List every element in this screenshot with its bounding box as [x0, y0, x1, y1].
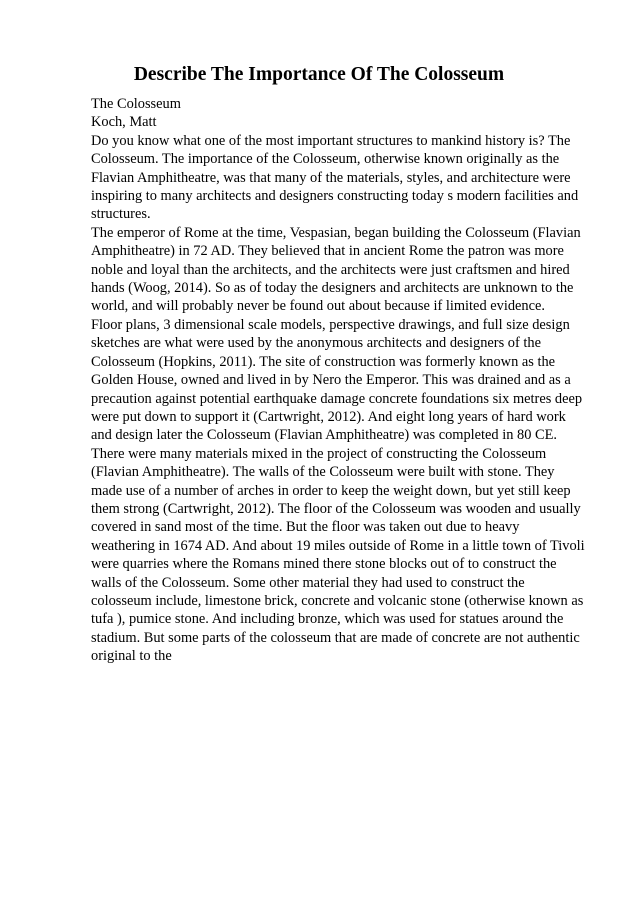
text-line: The Colosseum: [91, 96, 181, 112]
text-line: made use of a number of arches in order to keep the weight down, but yet still keep: [91, 482, 571, 499]
text-line: inspiring to many architects and designers constructing today s modern facilities and: [91, 188, 579, 205]
text-line: world, and will probably never be found out about because if limited evidence.: [91, 298, 545, 315]
text-line: hands (Woog, 2014). So as of today the designers and architects are unknown to the: [91, 280, 574, 297]
text-line: precaution against potential earthquake damage concrete foundations six metres deep: [91, 390, 583, 407]
text-line: original to the: [91, 648, 172, 665]
text-line: The emperor of Rome at the time, Vespasian, began building the Colosseum (Flavian: [91, 224, 581, 241]
text-line: them strong (Cartwright, 2012). The floor of the Colosseum was wooden and usually: [91, 500, 581, 517]
text-line: (Flavian Amphitheatre). The walls of the Colosseum were built with stone. They: [91, 464, 555, 481]
text-line: Golden House, owned and lived in by Nero the Emperor. This was drained and as a: [91, 372, 571, 389]
text-line: Flavian Amphitheatre, was that many of the materials, styles, and architecture were: [91, 169, 571, 186]
document-body: [91, 95, 585, 666]
text-line: colosseum include, limestone brick, concrete and volcanic stone (otherwise known as: [91, 592, 584, 609]
text-line: were quarries where the Romans mined there stone blocks out of to construct the: [91, 556, 557, 573]
text-line: stadium. But some parts of the colosseum that are made of concrete are not authentic: [91, 629, 580, 646]
text-line: Floor plans, 3 dimensional scale models, perspective drawings, and full size design: [91, 316, 570, 333]
text-line: sketches are what were used by the anonymous architects and designers of the: [91, 335, 541, 352]
text-line: noble and loyal than the architects, and the architects were just craftsmen and hired: [91, 261, 570, 278]
text-line: walls of the Colosseum. Some other material they had used to construct the: [91, 574, 525, 591]
text-line: There were many materials mixed in the project of constructing the Colosseum: [91, 445, 547, 462]
text-line: Colosseum (Hopkins, 2011). The site of construction was formerly known as the: [91, 353, 556, 370]
text-line: Colosseum. The importance of the Colosseum, otherwise known originally as the: [91, 151, 560, 168]
document-title: Describe The Importance Of The Colosseum: [133, 64, 505, 85]
text-line: Amphitheatre) in 72 AD. They believed that in ancient Rome the patron was more: [91, 243, 564, 260]
text-line: weathering in 1674 AD. And about 19 miles outside of Rome in a little town of Tivoli: [91, 537, 585, 554]
text-line: structures.: [91, 206, 151, 223]
text-line: Koch, Matt: [91, 114, 157, 131]
text-line: tufa ), pumice stone. And including bronze, which was used for statues around the: [91, 611, 564, 628]
text-line: covered in sand most of the time. But the floor was taken out due to heavy: [91, 519, 520, 536]
text-line: Do you know what one of the most important structures to mankind history is? The: [91, 132, 571, 149]
text-line: were put down to support it (Cartwright, 2012). And eight long years of hard work: [91, 408, 566, 425]
text-line: and design later the Colosseum (Flavian Amphitheatre) was completed in 80 CE.: [91, 427, 557, 444]
